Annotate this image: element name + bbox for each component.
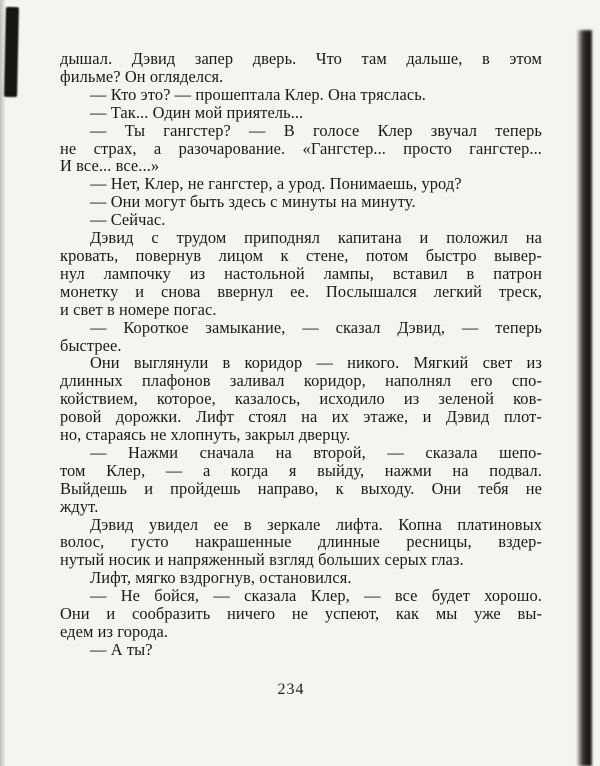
text-line: — Нет, Клер, не гангстер, а урод. Понимаешь, урод? — [90, 174, 462, 194]
paragraph — [60, 229, 542, 319]
paragraph — [60, 193, 542, 211]
text-line: нул лампочку из настольной лампы, вставил в патрон — [60, 263, 542, 283]
text-line: Дэвид увидел ее в зеркале лифта. Копна платиновых — [90, 514, 542, 534]
text-line: ровой дорожки. Лифт стоял на их этаже, и Дэвид плот- — [60, 407, 542, 427]
text-line: едем из города. — [60, 622, 169, 641]
text-line: нутый носик и напряженный взгляд больших серых глаз. — [60, 550, 464, 570]
text-line: — Не бойся, — сказала Клер, — все будет хорошо. — [90, 586, 542, 606]
scan-artifact-right-edge-fade — [577, 0, 592, 34]
scan-gutter-shadow — [0, 0, 6, 766]
text-line: но, стараясь не хлопнуть, закрыл дверцу. — [60, 425, 351, 445]
paragraph — [60, 569, 542, 587]
paragraph — [60, 587, 542, 641]
text-line: — Они могут быть здесь с минуты на минуту. — [90, 192, 416, 212]
text-line: — Короткое замыкание, — сказал Дэвид, — теперь — [90, 317, 542, 337]
paragraph — [60, 86, 542, 104]
text-line: Они и сообразить ничего не успеют, как мы уже вы- — [60, 604, 542, 624]
paragraph — [60, 50, 542, 86]
text-line: и свет в номере погас. — [60, 299, 217, 319]
paragraph — [60, 122, 542, 176]
text-line: — Так... Один мой приятель... — [90, 102, 304, 122]
scan-artifact-right-edge — [577, 30, 592, 766]
paragraph — [60, 175, 542, 193]
text-line: — Ты гангстер? — В голосе Клер звучал теперь — [90, 120, 542, 140]
text-line: ждут. — [60, 496, 99, 516]
page-number: 234 — [277, 681, 305, 698]
text-line: — А ты? — [90, 639, 153, 659]
paragraph — [60, 641, 542, 659]
paragraph — [60, 319, 542, 355]
paragraph — [60, 211, 542, 229]
scan-artifact-top-left — [4, 7, 19, 97]
text-line: монетку и снова ввернул ее. Послышался легкий треск, — [60, 281, 542, 301]
page-text — [60, 50, 542, 659]
text-line: Дэвид с трудом приподнял капитана и положил на — [90, 228, 542, 248]
text-line: Лифт, мягко вздрогнув, остановился. — [90, 568, 352, 588]
text-line: кровать, повернув лицом к стене, потом быстро вывер- — [60, 245, 542, 265]
text-line: не страх, а разочарование. «Гангстер... просто гангстер... — [60, 138, 542, 158]
text-line: быстрее. — [60, 335, 122, 355]
paragraph — [60, 516, 542, 570]
text-line: том Клер, — а когда я выйду, нажми на подвал. — [60, 460, 542, 480]
text-line: — Сейчас. — [90, 210, 166, 230]
paragraph — [60, 104, 542, 122]
text-line: — Нажми сначала на второй, — сказала шепо- — [90, 442, 542, 462]
text-line: дышал. Дэвид запер дверь. Что там дальше, в этом — [60, 49, 542, 68]
text-line: Выйдешь и пройдешь направо, к выходу. Они тебя не — [60, 478, 542, 498]
text-line: койствием, которое, казалось, исходило из зеленой ков- — [60, 389, 542, 409]
text-line: фильме? Он огляделся. — [60, 66, 224, 86]
text-line: Они выглянули в коридор — никого. Мягкий свет из — [90, 353, 542, 373]
paragraph — [60, 444, 542, 516]
text-line: И все... все...» — [60, 156, 160, 176]
paragraph — [60, 354, 542, 444]
text-line: волос, густо накрашенные длинные ресницы, вздер- — [60, 532, 542, 552]
text-line: длинных плафонов заливал коридор, наполнял его спо- — [60, 371, 542, 391]
text-line: — Кто это? — прошептала Клер. Она тряслась. — [90, 84, 426, 104]
